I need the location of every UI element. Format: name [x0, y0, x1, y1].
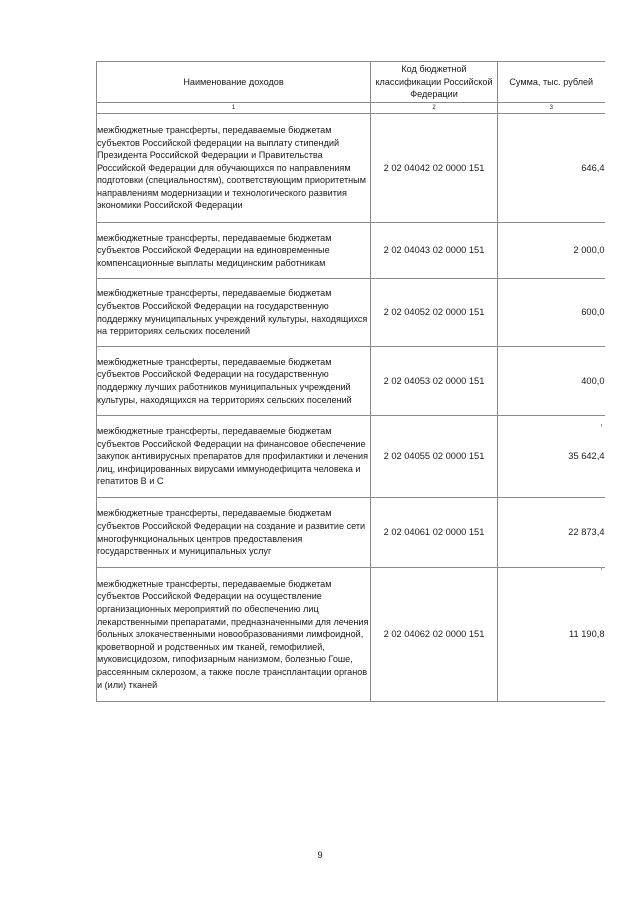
page-number: 9 — [317, 850, 323, 861]
scan-mark — [601, 424, 602, 427]
amount: 11 190,8 — [498, 568, 605, 702]
table-row — [97, 114, 605, 223]
revenue-table — [96, 61, 605, 702]
budget-code: 2 02 04052 02 0000 151 — [371, 279, 498, 347]
column-number: 1 — [97, 103, 371, 114]
scan-mark — [601, 567, 602, 570]
table-row — [97, 279, 605, 347]
revenue-name: межбюджетные трансферты, передаваемые бюджетам субъектов Российской Федерации на создание и развитие сети многофункциональных центров предоставления государственных и муниципальных услуг — [97, 498, 371, 568]
budget-code: 2 02 04053 02 0000 151 — [371, 347, 498, 416]
header-sum: Сумма, тыс. рублей — [498, 62, 605, 103]
revenue-name: межбюджетные трансферты, передаваемые бюджетам субъектов Российской Федерации на осуществление организационных мероприятий по обеспечению лиц лекарственными препаратами, предназначенными для лечения больных злокачественными новообразованиями лимфоидной, кроветворной и родственных им тканей, гемофилией, муковисцидозом, гипофизарным нанизмом, болезнью Гоше, рассеянным склерозом, а также после трансплантации органов и (или) тканей — [97, 568, 371, 702]
budget-code: 2 02 04043 02 0000 151 — [371, 223, 498, 279]
column-number: 3 — [498, 103, 605, 114]
revenue-name: межбюджетные трансферты, передаваемые бюджетам субъектов Российской федерации на выплату стипендий Президента Российской Федерации и Правительства Российской Федерации для обучающихся по направлениям подготовки (специальностям), соответствующим приоритетным направлениям модернизации и технологического развития экономики Российской Федерации — [97, 114, 371, 223]
table-row — [97, 416, 605, 498]
table-row — [97, 568, 605, 702]
table-header-row — [97, 62, 605, 103]
amount: 646,4 — [498, 114, 605, 223]
revenue-name: межбюджетные трансферты, передаваемые бюджетам субъектов Российской Федерации на государственную поддержку муниципальных учреждений культуры, находящихся на территориях сельских поселений — [97, 279, 371, 347]
budget-code: 2 02 04055 02 0000 151 — [371, 416, 498, 498]
budget-code: 2 02 04042 02 0000 151 — [371, 114, 498, 223]
table-row — [97, 498, 605, 568]
budget-code: 2 02 04062 02 0000 151 — [371, 568, 498, 702]
table-row — [97, 347, 605, 416]
revenue-name: межбюджетные трансферты, передаваемые бюджетам субъектов Российской Федерации на финансовое обеспечение закупок антивирусных препаратов для профилактики и лечения лиц, инфицированных вирусами иммунодефицита человека и гепатитов В и С — [97, 416, 371, 498]
amount: 400,0 — [498, 347, 605, 416]
revenue-name: межбюджетные трансферты, передаваемые бюджетам субъектов Российской Федерации на единовременные компенсационные выплаты медицинским работникам — [97, 223, 371, 279]
budget-code: 2 02 04061 02 0000 151 — [371, 498, 498, 568]
amount: 2 000,0 — [498, 223, 605, 279]
header-code: Код бюджетной классификации Российской Федерации — [371, 62, 498, 103]
column-number-row — [97, 103, 605, 114]
amount: 22 873,4 — [498, 498, 605, 568]
table-row — [97, 223, 605, 279]
amount: 600,0 — [498, 279, 605, 347]
header-name: Наименование доходов — [97, 62, 371, 103]
column-number: 2 — [371, 103, 498, 114]
revenue-name: межбюджетные трансферты, передаваемые бюджетам субъектов Российской Федерации на государственную поддержку лучших работников муниципальных учреждений культуры, находящихся на территориях сельских поселений — [97, 347, 371, 416]
amount: 35 642,4 — [498, 416, 605, 498]
